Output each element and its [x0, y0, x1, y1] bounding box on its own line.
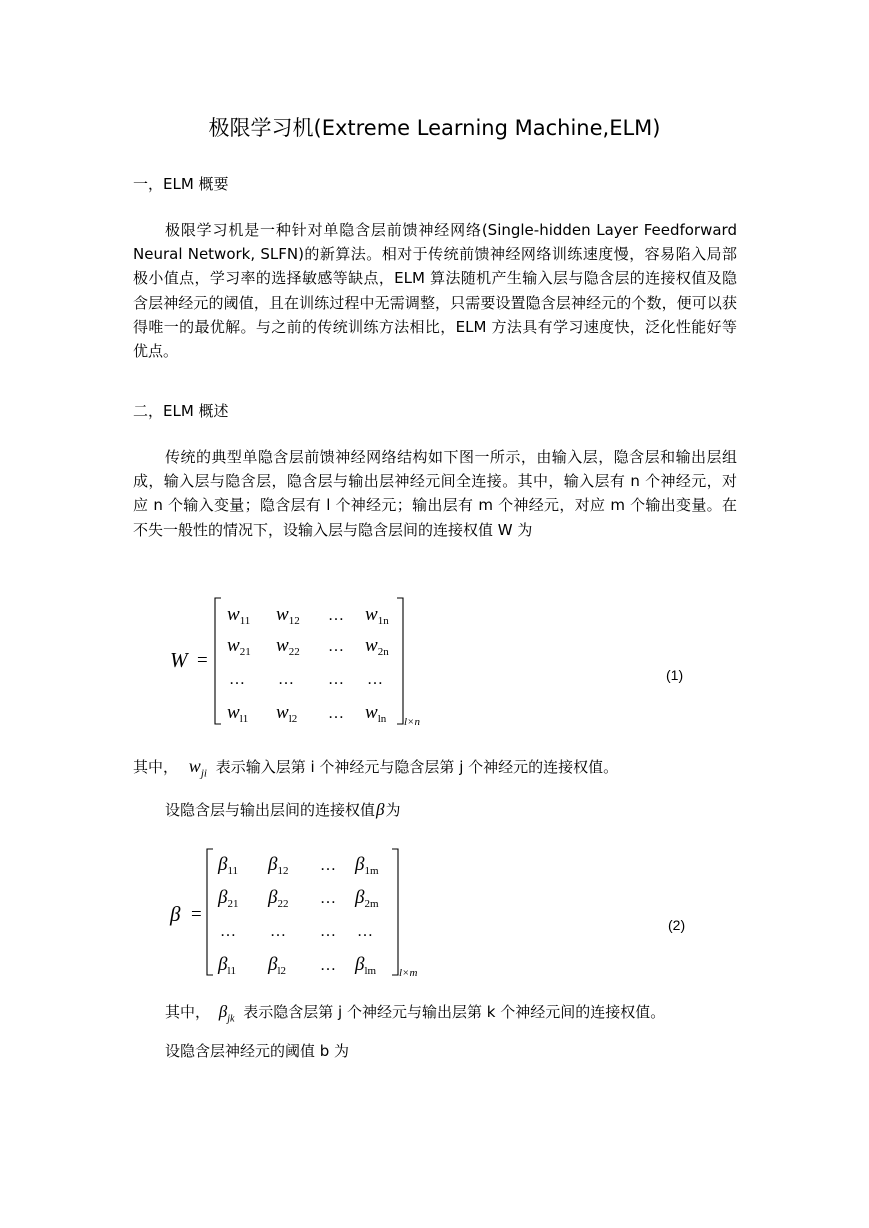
eq2-cell-r1-c2: $\beta_{12}$	[268, 854, 289, 877]
eq1-right-bracket	[397, 598, 403, 724]
w-ji-symbol: $w_{ji}$	[188, 756, 207, 780]
eq2-cell-r1-c1: $\beta_{11}$	[218, 854, 239, 877]
eq2-cell-r1-c3: …	[320, 857, 336, 874]
eq2-cell-r4-c4: $\beta_{lm}$	[355, 954, 377, 977]
beta-intro-text: 设隐含层与输出层间的连接权值	[165, 801, 376, 819]
eq1-cell-r4-c1: $w_{l1}$	[227, 702, 249, 725]
eq1-cell-r2-c2: $w_{22}$	[276, 635, 300, 658]
eq1-lhs-symbol: W	[170, 648, 188, 672]
eq2-cell-r1-c4: $\beta_{1m}$	[355, 854, 379, 877]
equation-1-matrix-w	[160, 592, 440, 732]
eq1-cell-r4-c3: …	[328, 705, 344, 722]
equation-1-number: (1)	[666, 667, 684, 683]
equation-2-number: (2)	[668, 917, 686, 933]
beta-jk-symbol: $\beta_{jk}$	[218, 1002, 235, 1025]
eq2-size-subscript: l×m	[399, 967, 418, 979]
eq1-explanation	[133, 755, 618, 785]
eq2-cells	[217, 854, 379, 977]
eq2-cell-r3-c2: …	[270, 923, 286, 940]
section1-paragraph: 极限学习机是一种针对单隐含层前馈神经网络(Single-hidden Layer Feedforward Neural Network, SLFN)的新算法。相对于传统前馈神经网络训练速度慢，容易陷入局部极小值点，学习率的选择敏感等缺点，ELM 算法随机产生输入层与隐含层的连接权值及隐含层神经元的阈值，且在训练过程中无需调整，只需要设置隐含层神经元的个数，便可以获得唯一的最优解。与之前的传统训练方法相比，ELM 方法具有学习速度快，泛化性能好等优点。	[133, 221, 737, 361]
eq1-cells	[227, 604, 389, 725]
section2-heading: 二，ELM 概述	[133, 402, 229, 420]
eq2-lhs-symbol: β	[170, 902, 181, 926]
eq2-cell-r3-c3: …	[320, 923, 336, 940]
eq1-explanation-text: 表示输入层第 i 个神经元与隐含层第 j 个神经元的连接权值。	[215, 758, 619, 776]
eq1-cell-r2-c3: …	[328, 638, 344, 655]
eq2-explanation-prefix: 其中，	[165, 1003, 211, 1021]
eq1-cell-r2-c4: $w_{2n}$	[365, 635, 389, 658]
eq1-cell-r1-c4: $w_{1n}$	[365, 604, 389, 627]
eq2-left-bracket	[207, 849, 213, 975]
eq1-size-subscript: l×n	[404, 716, 420, 728]
eq1-cell-r1-c3: …	[328, 607, 344, 624]
eq1-cell-r1-c1: $w_{11}$	[227, 604, 251, 627]
equation-2-matrix-beta	[160, 842, 440, 982]
eq2-explanation-text: 表示隐含层第 j 个神经元与输出层第 k 个神经元间的连接权值。	[243, 1003, 666, 1021]
eq1-explanation-prefix: 其中，	[133, 758, 179, 776]
eq1-cell-r3-c4: …	[367, 671, 383, 688]
eq2-cell-r2-c3: …	[320, 890, 336, 907]
eq2-cell-r4-c3: …	[320, 957, 336, 974]
eq1-equals: =	[197, 650, 208, 671]
section2-paragraph: 传统的典型单隐含层前馈神经网络结构如下图一所示，由输入层，隐含层和输出层组成，输入层与隐含层，隐含层与输出层神经元间全连接。其中，输入层有 n 个神经元，对应 n 个输入变量；隐含层有 l 个神经元；输出层有 m 个神经元，对应 m 个输出变量。在不失一般性的情况下，设输入层与隐含层间的连接权值 W 为	[133, 448, 737, 539]
eq1-cell-r4-c4: $w_{ln}$	[365, 702, 387, 725]
eq2-cell-r2-c2: $\beta_{22}$	[268, 887, 289, 910]
eq2-explanation	[165, 1001, 665, 1030]
eq1-cell-r3-c3: …	[328, 671, 344, 688]
eq2-cell-r2-c4: $\beta_{2m}$	[355, 887, 379, 910]
eq2-right-bracket	[392, 849, 398, 975]
section1-heading: 一，ELM 概要	[133, 175, 229, 193]
eq1-cell-r4-c2: $w_{l2}$	[276, 702, 298, 725]
eq1-cell-r3-c2: …	[278, 671, 294, 688]
beta-symbol: β	[376, 800, 385, 819]
eq2-cell-r4-c1: $\beta_{l1}$	[218, 954, 237, 977]
eq2-equals: =	[191, 904, 202, 925]
threshold-intro: 设隐含层神经元的阈值 b 为	[165, 1042, 350, 1060]
eq1-left-bracket	[215, 598, 221, 724]
beta-intro-line	[165, 799, 401, 821]
document-title: 极限学习机(Extreme Learning Machine,ELM)	[208, 116, 661, 140]
eq1-cell-r3-c1: …	[229, 671, 245, 688]
eq2-cell-r4-c2: $\beta_{l2}$	[268, 954, 287, 977]
beta-intro-suffix: 为	[385, 801, 401, 819]
eq1-cell-r1-c2: $w_{12}$	[276, 604, 300, 627]
eq2-cell-r3-c1: …	[220, 923, 236, 940]
eq1-cell-r2-c1: $w_{21}$	[227, 635, 251, 658]
eq2-cell-r2-c1: $\beta_{21}$	[218, 887, 239, 910]
eq2-cell-r3-c4: …	[357, 923, 373, 940]
